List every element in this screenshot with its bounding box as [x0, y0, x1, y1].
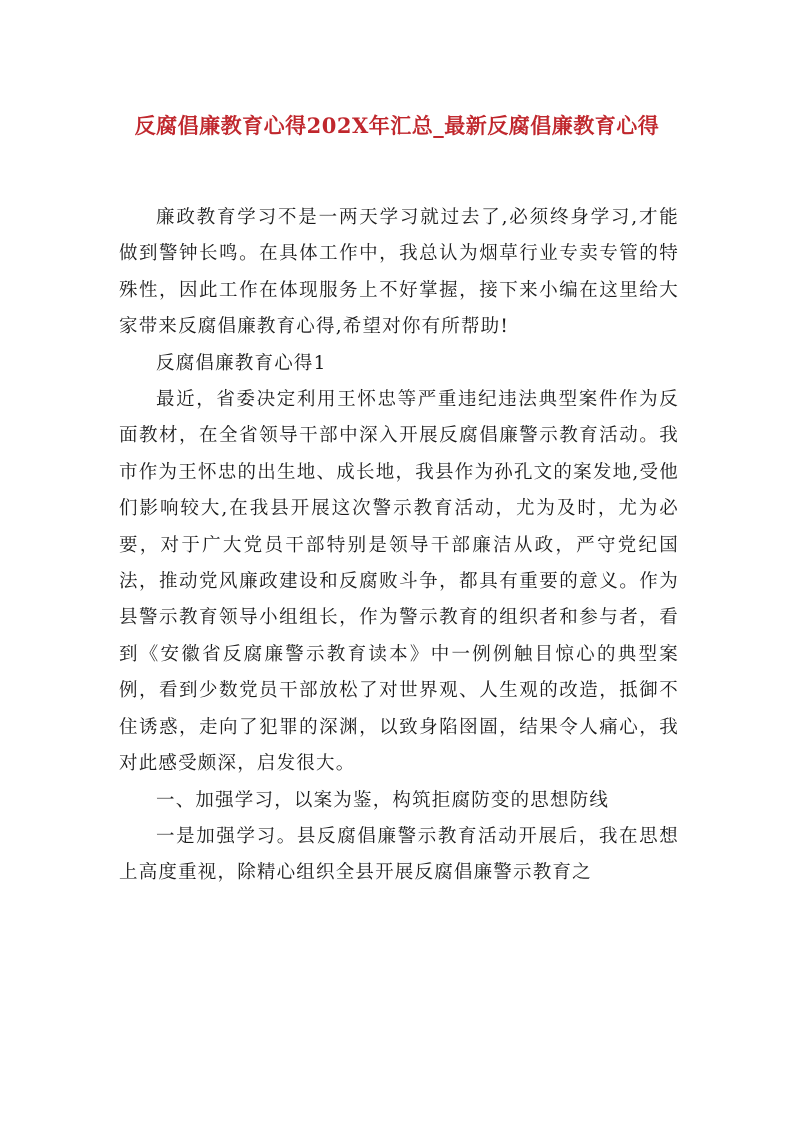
document-body: [119, 200, 679, 892]
subsection-heading: 一、加强学习，以案为鉴，构筑拒腐防变的思想防线: [156, 789, 610, 811]
section-heading: 反腐倡廉教育心得1: [156, 352, 327, 374]
intro-paragraph: 廉政教育学习不是一两天学习就过去了,必须终身学习,才能做到警钟长鸣。在具体工作中，我总认为烟草行业专卖专管的特殊性，因此工作在体现服务上不好掌握，接下来小编在这里给大家带来反腐倡廉教育心得,希望对你有所帮助!: [119, 207, 679, 338]
document-title: 反腐倡廉教育心得202X年汇总_最新反腐倡廉教育心得: [134, 113, 660, 138]
body-paragraph-continued: 一是加强学习。县反腐倡廉警示教育活动开展后，我在思想上高度重视，除精心组织全县开展反腐倡廉警示教育之: [119, 825, 679, 884]
body-paragraph: 最近，省委决定利用王怀忠等严重违纪违法典型案件作为反面教材，在全省领导干部中深入开展反腐倡廉警示教育活动。我市作为王怀忠的出生地、成长地，我县作为孙孔文的案发地,受他们影响较大,在我县开展这次警示教育活动，尤为及时，尤为必要，对于广大党员干部特别是领导干部廉洁从政，严守党纪国法，推动党风廉政建设和反腐败斗争，都具有重要的意义。作为县警示教育领导小组组长，作为警示教育的组织者和参与者，看到《安徽省反腐廉警示教育读本》中一例例触目惊心的典型案例，看到少数党员干部放松了对世界观、人生观的改造，抵御不住诱惑，走向了犯罪的深渊，以致身陷囹圄，结果令人痛心，我对此感受颇深，启发很大。: [119, 389, 679, 775]
